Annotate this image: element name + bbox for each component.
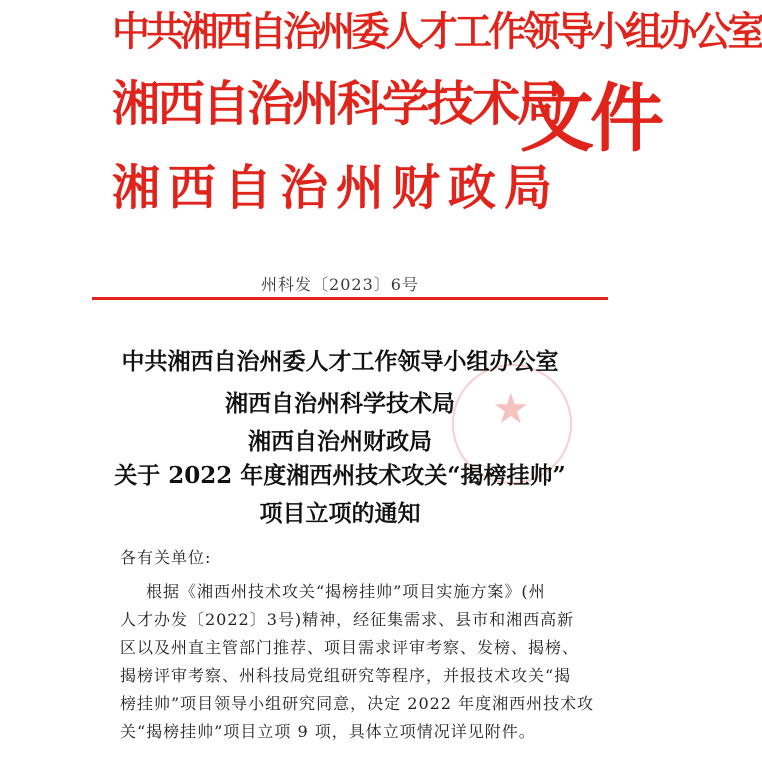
paragraph-line: 区以及州直主管部门推荐、项目需求评审考察、发榜、揭榜、 [120, 638, 580, 657]
notice-title-line-5: 项目立项的通知 [259, 500, 421, 527]
document-label: 文件 [520, 76, 660, 162]
notice-title-line-2: 湘西自治州科学技术局 [225, 390, 455, 417]
issuer-name-talent-office: 中共湘西自治州委人才工作领导小组办公室 [112, 9, 762, 55]
document-number: 州科发〔2023〕6号 [261, 275, 419, 294]
issuer-name-science-bureau: 湘西自治州科学技术局 [112, 76, 563, 132]
notice-title-line-4: 关于 2022 年度湘西州技术攻关“揭榜挂帅” [114, 462, 566, 489]
salutation: 各有关单位: [120, 548, 212, 567]
paragraph-line: 人才办发〔2022〕3号)精神，经征集需求、县市和湘西高新 [120, 610, 575, 629]
red-divider [92, 297, 608, 300]
notice-title-line-1: 中共湘西自治州委人才工作领导小组办公室 [121, 348, 559, 375]
paragraph-line: 根据《湘西州技术攻关“揭榜挂帅”项目实施方案》(州 [146, 582, 546, 601]
paragraph-line: 榜挂帅”项目领导小组研究同意，决定 2022 年度湘西州技术攻 [120, 694, 595, 713]
body-paragraph [120, 578, 606, 746]
notice-title-line-3: 湘西自治州财政局 [248, 428, 432, 455]
seal-star-icon: ★ [492, 384, 530, 433]
paragraph-line: 揭榜评审考察、州科技局党组研究等程序，并报技术攻关“揭 [120, 666, 572, 685]
issuer-name-finance-bureau: 湘西自治州财政局 [112, 160, 561, 216]
paragraph-line: 关“揭榜挂帅”项目立项 9 项，具体立项情况详见附件。 [120, 722, 536, 741]
